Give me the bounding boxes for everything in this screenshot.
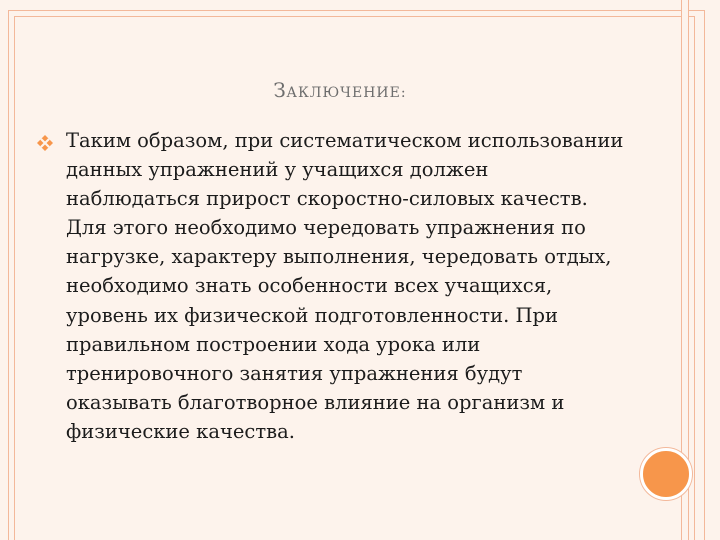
- slide-title-initial: З: [273, 78, 287, 102]
- slide-title: [0, 78, 660, 102]
- slide-title-rest: АКЛЮЧЕНИЕ:: [286, 85, 407, 101]
- bullet-text: Таким образом, при систематическом использовании данных упражнений у учащихся должен наблюдаться прирост скоростно-силовых качеств. Для этого необходимо чередовать упражнения по нагрузке, характеру выполнения, чередовать отдых, необходимо знать особенности всех учащихся, уровень их физической подготовленности. При правильном построении хода урока или тренировочного занятия упражнения будут оказывать благотворное влияние на организм и физические качества.: [66, 129, 624, 443]
- orange-circle-decoration: [640, 448, 692, 500]
- bullet-item: [36, 126, 626, 446]
- x-diamond-bullet-icon: [36, 134, 54, 152]
